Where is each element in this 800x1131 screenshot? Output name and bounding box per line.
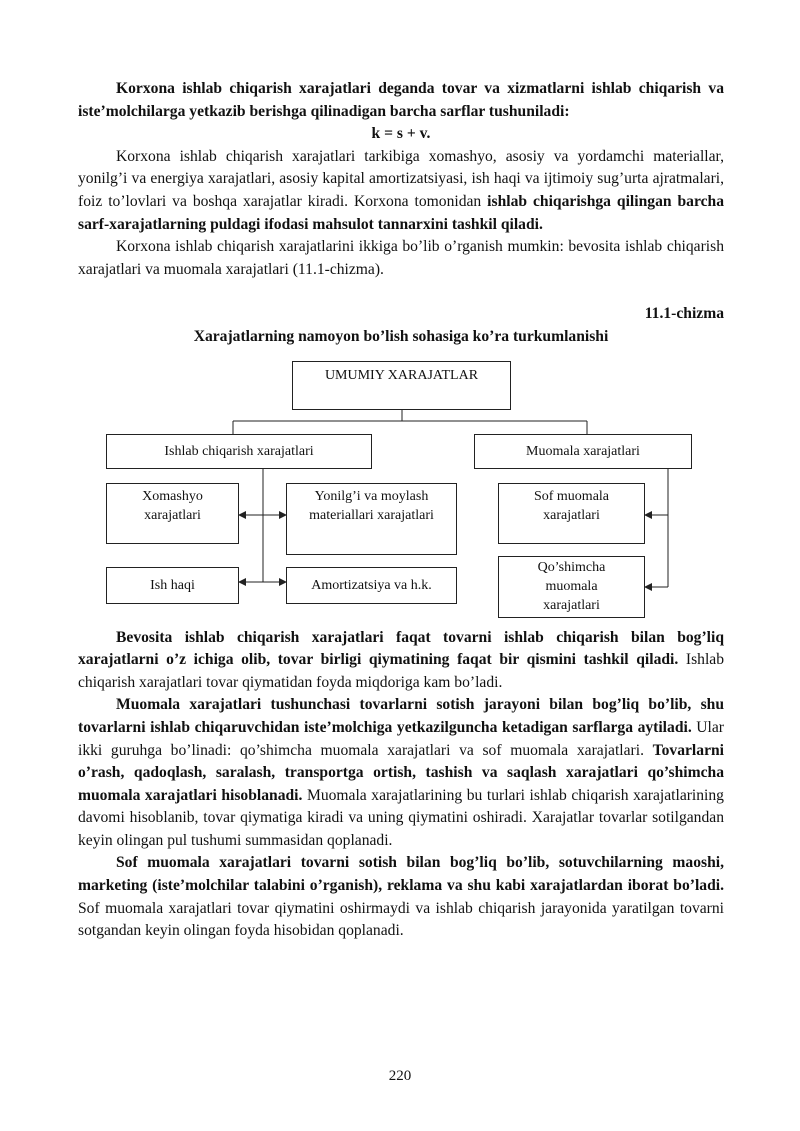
para2-bold: ishlab chiqarishga qilingan barcha sarf-xarajatlarning puldagi ifodasi mahsulot tannarxini tashkil qiladi. (78, 192, 724, 233)
box-raw-material-costs (106, 483, 239, 544)
paragraph-net-circulation-costs (78, 852, 724, 942)
paragraph-circulation-costs (78, 694, 724, 852)
box-extra-circulation-costs (498, 556, 645, 618)
page-number: 220 (388, 1068, 412, 1084)
raw-material-line-1: Xomashyo (142, 488, 203, 504)
total-costs-label: UMUMIY XARAJATLAR (324, 367, 479, 383)
para4-bold: Bevosita ishlab chiqarish xarajatlari faqat tovarni ishlab chiqarish bilan bog’liq xarajatlarni o’z ichiga olib, tovar birligi qiymatining faqat bir qismini tashkil qiladi. (78, 628, 724, 669)
production-costs-label: Ishlab chiqarish xarajatlari (164, 443, 314, 459)
box-fuel-lubricant-costs (286, 483, 457, 555)
para6-bold: Sof muomala xarajatlari tovarni sotish bilan bog’liq bo’lib, sotuvchilarning maoshi, marketing (iste’molchilar talabini o’rganish), reklama va shu kabi xarajatlardan iborat bo’ladi. (78, 854, 724, 895)
box-wage (106, 567, 239, 604)
wage-label: Ish haqi (150, 577, 195, 593)
cost-classification-diagram (78, 355, 724, 623)
para5-text-2: Muomala xarajatlarining bu turlari ishlab chiqarish xarajatlarining davomi hisoblanib, tovar qiymatiga kiradi va uning qiymatini oshiradi. Xarajatlar tovarlar sotilgandan keyin olingan pul tushumi summasidan qoplanadi. (78, 786, 724, 849)
para6-text: Sof muomala xarajatlari tovar qiymatini oshirmaydi va ishlab chiqarish jarayonida yaratilgan tovarni sotgandan keyin olingan foyda hisobidan qoplanadi. (78, 899, 724, 940)
raw-material-line-2: xarajatlari (144, 507, 201, 523)
intro-bold: Korxona ishlab chiqarish xarajatlari deganda tovar va xizmatlarni ishlab chiqarish va iste’molchilarga yetkazib berishga qilinadigan barcha sarflar tushuniladi: (78, 80, 724, 120)
fuel-line-1: Yonilg’i va moylash (314, 488, 429, 504)
para5-text-1: Ular ikki guruhga bo’linadi: qo’shimcha muomala xarajatlari va sof muomala xarajatlari. (78, 718, 724, 759)
para4-text: Ishlab chiqarish xarajatlari tovar qiymatidan foyda miqdoriga kam bo’ladi. (78, 651, 724, 691)
figure-title: Xarajatlarning namoyon bo’lish sohasiga ko’ra turkumlanishi (193, 327, 609, 345)
paragraph-direct-costs (78, 627, 724, 695)
extra-circulation-line-2: muomala (545, 579, 598, 595)
cost-formula: k = s + v. (371, 125, 431, 143)
page-content (78, 78, 724, 943)
para2-text: Korxona ishlab chiqarish xarajatlari tarkibiga xomashyo, asosiy va yordamchi materiallar, yonilg’i va energiya xarajatlari, asosiy kapital amortizatsiyasi, ish haqi va ijtimoiy sug’urta ajratmalari, foiz to’lovlari va boshqa xarajatlar kiradi. Korxona tomonidan (78, 147, 724, 210)
box-circulation-costs (474, 434, 692, 469)
box-amortization (286, 567, 457, 604)
para5-bold-2: Tovarlarni o’rash, qadoqlash, saralash, transportga ortish, tashish va saqlash xarajatlari qo’shimcha muomala xarajatlari hisoblanadi. (78, 741, 724, 804)
paragraph-cost-split: Korxona ishlab chiqarish xarajatlarini ikkiga bo’lib o’rganish mumkin: bevosita ishlab chiqarish xarajatlari va muomala xarajatlari (11.1-chizma). (78, 238, 724, 278)
extra-circulation-line-1: Qo’shimcha (537, 560, 606, 576)
figure-number: 11.1-chizma (644, 305, 724, 323)
paragraph-cost-composition (78, 146, 724, 236)
net-circulation-line-1: Sof muomala (533, 488, 610, 504)
circulation-costs-label: Muomala xarajatlari (526, 443, 640, 459)
box-production-costs (106, 434, 372, 469)
box-net-circulation-costs (498, 483, 645, 544)
para5-bold-1: Muomala xarajatlari tushunchasi tovarlarni sotish jarayoni bilan bog’liq bo’lib, shu tovarlarni ishlab chiqaruvchidan iste’molchiga yetkazilguncha ketadigan sarflarga aytiladi. (78, 696, 724, 736)
extra-circulation-line-3: xarajatlari (543, 598, 600, 614)
fuel-line-2: materiallari xarajatlari (309, 507, 434, 523)
net-circulation-line-2: xarajatlari (543, 507, 600, 523)
intro-paragraph (78, 78, 724, 123)
amortization-label: Amortizatsiya va h.k. (311, 577, 432, 593)
box-total-costs (292, 361, 511, 410)
